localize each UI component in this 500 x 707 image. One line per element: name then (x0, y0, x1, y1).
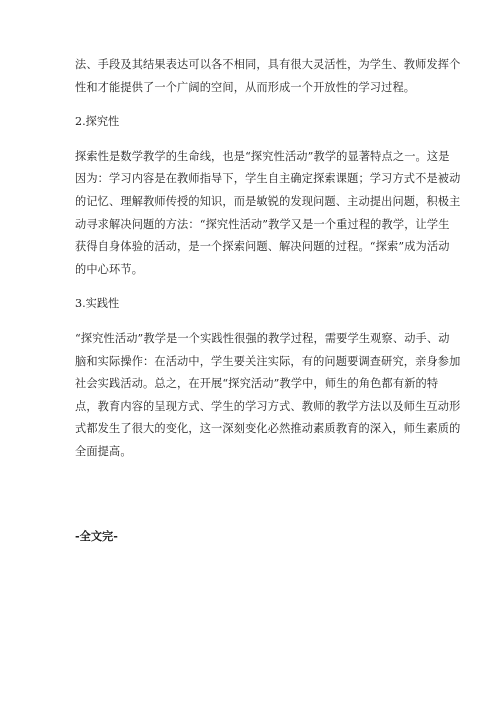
text-line: 社会实践活动。总之，在开展“探究活动”教学中，师生的角色都有新的特 (75, 377, 439, 391)
text-line: 探索性是数学教学的生命线，也是“探究性活动”教学的显著特点之一。这是 (75, 149, 450, 163)
text-line: 全面提高。 (75, 444, 132, 458)
inquiry-paragraph (75, 146, 461, 282)
text-line: 的中心环节。 (75, 262, 144, 276)
document-body (75, 54, 461, 464)
section-heading-inquiry: 2.探究性 (75, 115, 120, 129)
text-line: “探究性活动”教学是一个实践性很强的教学过程，需要学生观察、动手、动 (75, 331, 450, 345)
text-line: 点，教育内容的呈现方式、学生的学习方式、教师的教学方法以及师生互动形 (75, 399, 461, 413)
text-line: 法、手段及其结果表达可以各不相同，具有很大灵活性，为学生、教师发挥个 (75, 58, 461, 71)
text-line: 因为：学习内容是在教师指导下，学生自主确定探索课题；学习方式不是被动 (75, 172, 461, 186)
continuation-paragraph (75, 54, 461, 99)
practice-paragraph (75, 328, 461, 464)
text-line: 获得自身体验的活动，是一个探索问题、解决问题的过程。“探索”成为活动 (75, 240, 450, 254)
section-heading-practice: 3.实践性 (75, 297, 120, 311)
text-line: 脑和实际操作：在活动中，学生要关注实际，有的问题要调查研究，亲身参加 (75, 354, 461, 368)
text-line: 式都发生了很大的变化，这一深刻变化必然推动素质教育的深入，师生素质的 (75, 422, 461, 436)
text-line: 的记忆、理解教师传授的知识，而是敏锐的发现问题、主动提出问题，积极主 (75, 194, 461, 208)
text-line: 性和才能提供了一个广阔的空间，从而形成一个开放性的学习过程。 (75, 80, 416, 94)
end-of-document-mark: -全文完- (75, 529, 118, 543)
text-line: 动寻求解决问题的方法：“探究性活动”教学又是一个重过程的教学，让学生 (75, 217, 450, 231)
